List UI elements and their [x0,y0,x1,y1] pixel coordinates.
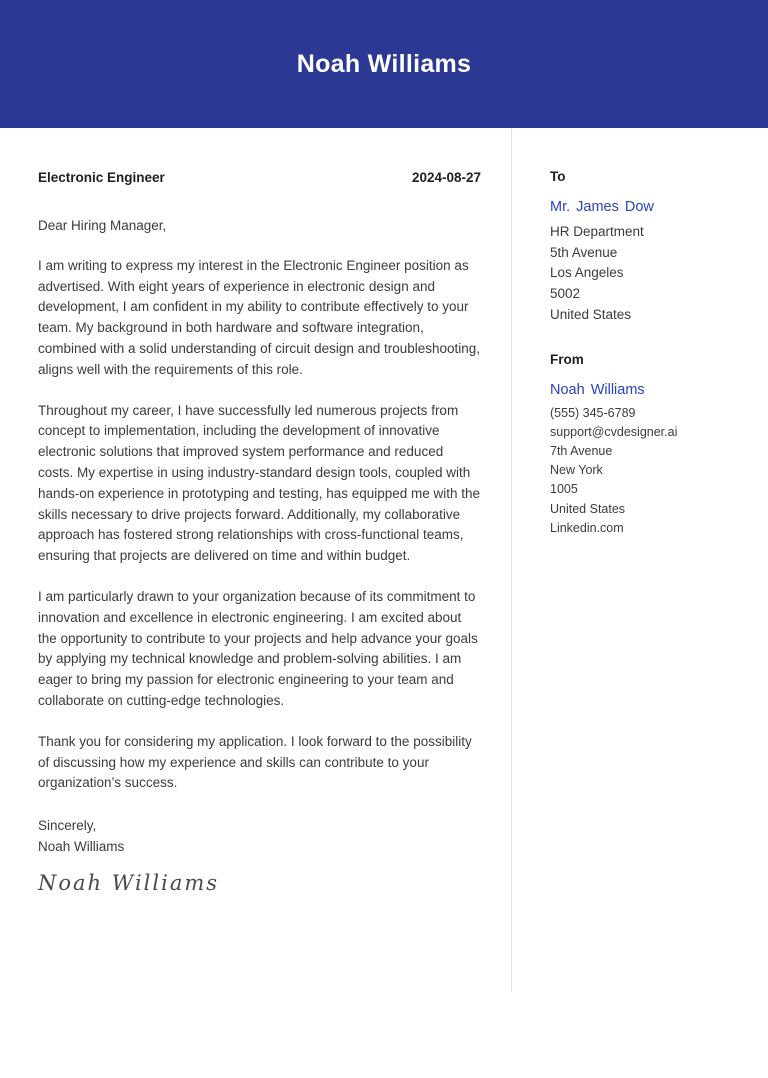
salutation: Dear Hiring Manager, [38,218,167,233]
sender-linkedin: Linkedin.com [550,520,624,535]
closing-block [38,816,481,858]
paragraph-experience: Throughout my career, I have successfully led numerous projects from concept to implementation, including the development of innovative electronic solutions that improved system performance and reduced costs. My expertise in using industry-standard design tools, coupled with hands-on experience in prototyping and testing, has equipped me with the skills necessary to drive projects forward. Additionally, my collaborative approach has fostered strong relationships with cross-functional teams, ensuring that projects are delivered on time and within budget. [38,402,481,564]
from-section [550,352,730,538]
sender-name-link[interactable]: Noah Williams [550,381,645,398]
header-band [0,0,768,128]
sender-email: support@cvdesigner.ai [550,424,678,439]
page-title: Noah Williams [296,49,472,78]
column-divider [511,128,512,992]
closing-name: Noah Williams [38,838,125,854]
job-title: Electronic Engineer [38,170,165,185]
recipient-name-link[interactable]: Mr. James Dow [550,199,654,215]
sender-zip: 1005 [550,482,578,497]
closing-salutation: Sincerely, [38,818,97,834]
sender-city: New York [550,463,603,478]
contact-sidebar [550,128,730,895]
to-label: To [550,169,566,184]
letter-meta-row [38,170,481,185]
to-section [550,169,730,326]
content [0,128,768,895]
handwritten-signature: Noah Williams [38,870,220,895]
sender-details [550,404,730,538]
letter-body [38,128,481,895]
paragraph-thanks: Thank you for considering my application. I look forward to the possibility of discussing how my experience and skills can contribute to your organization’s success. [38,733,472,791]
recipient-street: 5th Avenue [550,244,618,260]
recipient-country: United States [550,306,632,322]
paragraph-motivation: I am particularly drawn to your organization because of its commitment to innovation and excellence in electronic engineering. I am excited about the opportunity to contribute to your projects and help advance your goals by applying my technical knowledge and problem-solving abilities. I am eager to bring my passion for electronic engineering to your team and collaborate on cutting-edge technologies. [38,588,478,708]
paragraph-intro: I am writing to express my interest in the Electronic Engineer position as advertised. With eight years of experience in electronic design and development, I am confident in my ability to contribute effectively to your team. My background in both hardware and software integration, combined with a solid understanding of circuit design and troubleshooting, aligns well with the requirements of this role. [38,257,481,377]
recipient-zip: 5002 [550,286,581,302]
recipient-address [550,222,730,326]
sender-street: 7th Avenue [550,443,613,458]
sender-phone: (555) 345-6789 [550,405,636,420]
sender-country: United States [550,501,626,516]
letter-date: 2024-08-27 [411,170,481,185]
recipient-city: Los Angeles [550,265,624,281]
from-label: From [550,351,584,367]
recipient-department: HR Department [550,224,644,239]
